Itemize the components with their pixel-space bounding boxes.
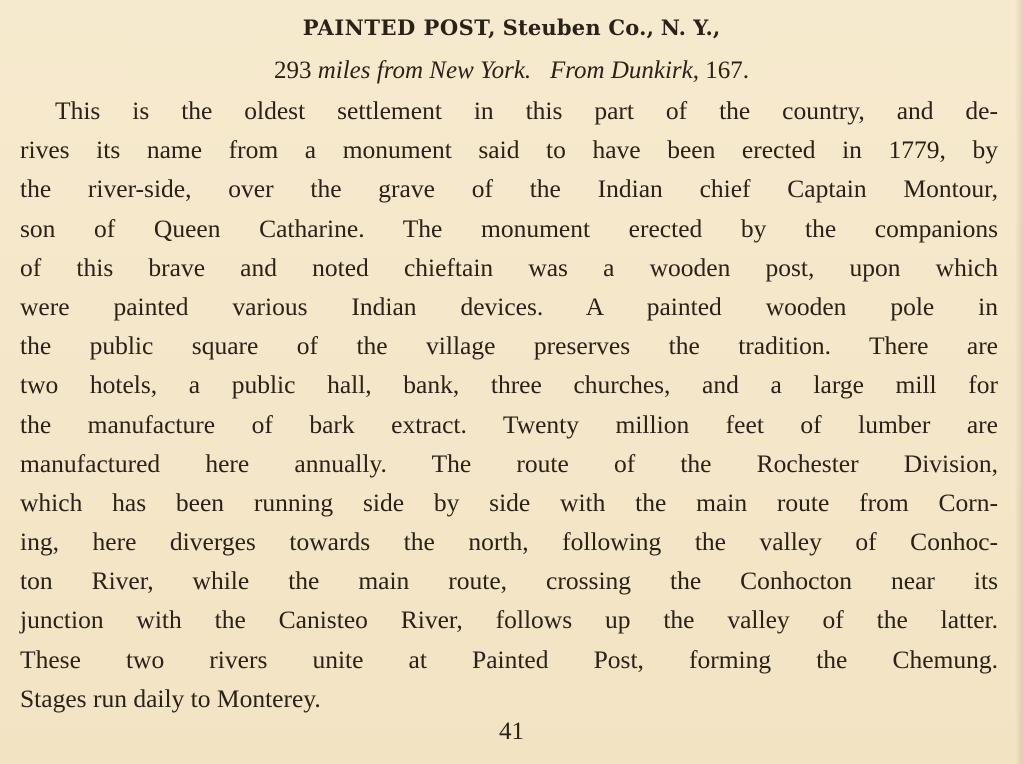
from-number: 167. [705, 57, 749, 84]
paragraph-line: junction with the Canisteo River, follows up the valley of the latter. [20, 605, 998, 635]
heading-state: N. Y., [660, 15, 721, 40]
from-label: From Dunkirk, [549, 57, 699, 84]
paragraph-line: were painted various Indian devices. A painted wooden pole in [20, 291, 998, 321]
page-edge-shadow [1015, 0, 1023, 764]
paragraph-line: of this brave and noted chieftain was a wooden post, upon which [20, 252, 998, 282]
distances-line [0, 55, 1023, 87]
page-number: 41 [499, 718, 524, 745]
paragraph-line: the manufacture of bark extract. Twenty million feet of lumber are [20, 409, 998, 439]
paragraph-line: This is the oldest settlement in this part of the country, and de- [55, 96, 998, 125]
paragraph-line: ton River, while the main route, crossing the Conhocton near its [20, 566, 998, 596]
paragraph-line: These two rivers unite at Painted Post, forming the Chemung. [20, 644, 998, 674]
page-heading [0, 14, 1023, 42]
description-paragraph [20, 91, 998, 718]
paragraph-line: manufactured here annually. The route of the Rochester Division, [20, 448, 998, 478]
heading-place: PAINTED POST, [302, 15, 496, 40]
paragraph-line: the river-side, over the grave of the Indian chief Captain Montour, [20, 174, 998, 204]
paragraph-line: two hotels, a public hall, bank, three churches, and a large mill for [20, 370, 998, 400]
paragraph-line: the public square of the village preserves the tradition. There are [20, 331, 998, 361]
paragraph-line: rives its name from a monument said to have been erected in 1779, by [20, 135, 998, 165]
miles-number: 293 [273, 57, 312, 84]
paragraph-line: which has been running side by side with the main route from Corn- [20, 487, 998, 517]
paragraph-line: ing, here diverges towards the north, following the valley of Conhoc- [20, 527, 998, 557]
heading-county: Steuben Co., [502, 15, 655, 40]
paragraph-line: son of Queen Catharine. The monument erected by the companions [20, 213, 998, 243]
paragraph-line: Stages run daily to Monterey. [20, 683, 321, 713]
miles-label: miles from New York. [317, 57, 532, 84]
